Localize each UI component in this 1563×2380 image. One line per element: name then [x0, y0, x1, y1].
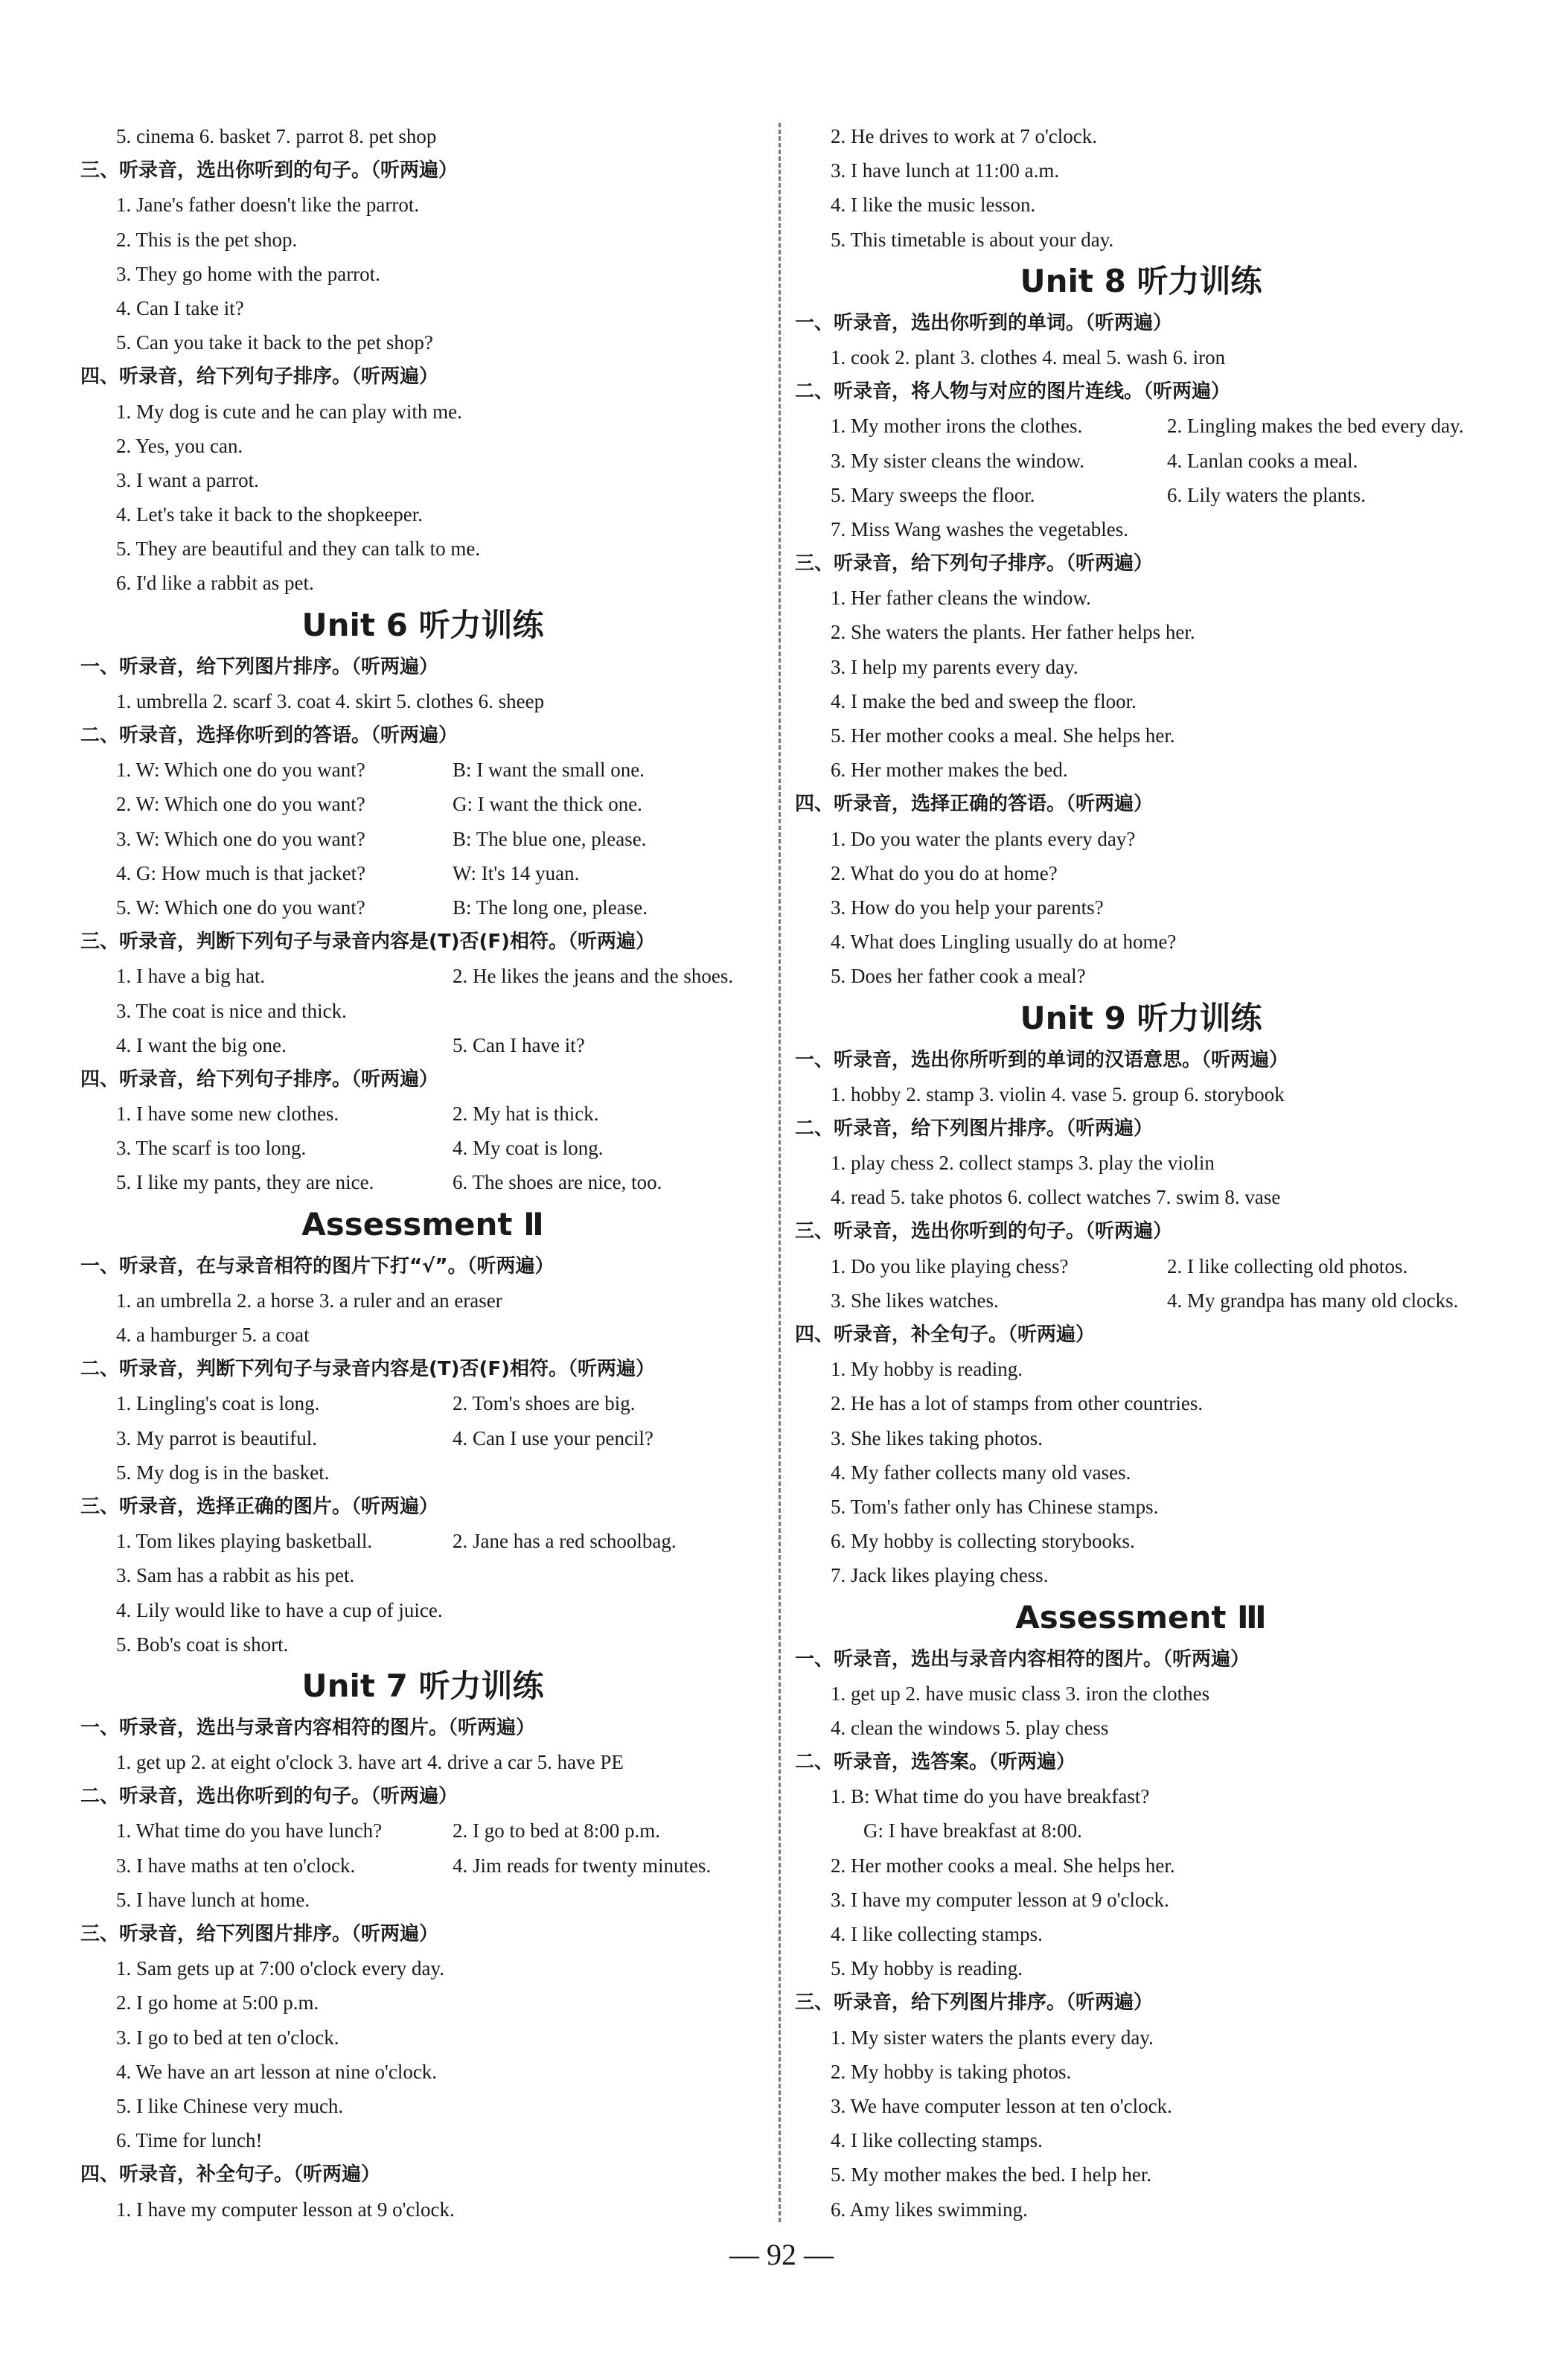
question-header: 三、听录音，选出你听到的句子。（听两遍）: [80, 159, 458, 182]
answer-text: 1. hobby 2. stamp 3. violin 4. vase 5. group 6. storybook: [831, 1082, 1285, 1106]
answer-text: 1. I have my computer lesson at 9 o'clock.: [116, 2198, 455, 2221]
answer-line: [795, 2192, 1487, 2227]
answer-line: [80, 1558, 765, 1592]
answer-line: [80, 291, 765, 325]
answer-line: [795, 1676, 1487, 1711]
answer-line: [80, 1593, 765, 1627]
answer-text: 5. Mary sweeps the floor.: [831, 483, 1035, 506]
answer-line: [80, 497, 765, 532]
answer-text: 1. umbrella 2. scarf 3. coat 4. skirt 5. clothes 6. sheep: [116, 689, 545, 712]
question-header: 二、听录音，选出你听到的句子。（听两遍）: [80, 1785, 458, 1808]
answer-text: 1. My hobby is reading.: [831, 1358, 1023, 1381]
answer-text: 1. My dog is cute and he can play with me.: [116, 400, 462, 423]
answer-text: 4. read 5. take photos 6. collect watches 7. swim 8. vase: [831, 1186, 1281, 1209]
answer-text: 5. They are beautiful and they can talk to me.: [116, 537, 481, 561]
answer-line: [80, 2089, 765, 2123]
answer-text: 2. He drives to work at 7 o'clock.: [831, 125, 1098, 147]
answer-line: [795, 581, 1487, 615]
answer-text: 1. play chess 2. collect stamps 3. play the violin: [831, 1152, 1215, 1175]
answer-text: 2. I go home at 5:00 p.m.: [116, 1991, 319, 2014]
answer-line: [80, 325, 765, 360]
answer-line: [795, 409, 1487, 443]
answer-text: 1. Her father cleans the window.: [831, 587, 1091, 610]
answer-text: 2. She waters the plants. Her father helps her.: [831, 621, 1195, 644]
answer-line: [795, 959, 1487, 993]
answer-text: 5. This timetable is about your day.: [831, 228, 1114, 251]
answer-text-second: 6. The shoes are nice, too.: [453, 1171, 662, 1194]
answer-line: [795, 1421, 1487, 1455]
answer-text: 3. She likes watches.: [831, 1289, 999, 1312]
right-column: [795, 119, 1487, 2227]
answer-line: [80, 2020, 765, 2055]
answer-text-second: B: The blue one, please.: [453, 827, 647, 850]
answer-text: 3. The coat is nice and thick.: [116, 999, 347, 1022]
answer-line: [795, 188, 1487, 222]
answer-text-second: 2. My hat is thick.: [453, 1103, 599, 1126]
answer-line: [795, 1951, 1487, 1985]
answer-text: 5. Tom's father only has Chinese stamps.: [831, 1495, 1159, 1518]
answer-text-second: 4. Lanlan cooks a meal.: [1167, 449, 1358, 472]
page-number: — 92 —: [729, 2238, 834, 2271]
answer-line: [795, 1490, 1487, 1524]
question-header: 一、听录音，选出你所听到的单词的汉语意思。（听两遍）: [795, 1048, 1289, 1071]
answer-line: [795, 890, 1487, 925]
answer-line: [795, 444, 1487, 478]
answer-text: 2. This is the pet shop.: [116, 228, 298, 251]
answer-line: [80, 463, 765, 497]
answer-text: 2. What do you do at home?: [831, 861, 1058, 884]
answer-line: [795, 718, 1487, 753]
answer-text: 6. Her mother makes the bed.: [831, 759, 1068, 782]
answer-text: 5. Bob's coat is short.: [116, 1633, 289, 1656]
answer-line: [80, 1283, 765, 1318]
answer-line: [795, 223, 1487, 257]
question-header: 四、听录音，补全句子。（听两遍）: [80, 2163, 381, 2186]
answer-text: 6. I'd like a rabbit as pet.: [116, 572, 314, 595]
answer-text: 5. I have lunch at home.: [116, 1888, 310, 1911]
answer-line: [80, 566, 765, 600]
answer-text-second: 4. My grandpa has many old clocks.: [1167, 1289, 1459, 1312]
answer-line: [80, 1131, 765, 1165]
answer-line: [795, 650, 1487, 684]
answer-line: [80, 2055, 765, 2089]
answer-text: 5. My hobby is reading.: [831, 1957, 1023, 1980]
answer-line: [795, 1249, 1487, 1283]
answer-line: [795, 615, 1487, 649]
answer-text: 5. Does her father cook a meal?: [831, 965, 1086, 988]
answer-text-second: 4. Jim reads for twenty minutes.: [453, 1854, 712, 1877]
answer-line: [795, 119, 1487, 153]
answer-line: [80, 994, 765, 1028]
answer-line: [795, 1352, 1487, 1386]
answer-text: 4. I like the music lesson.: [831, 194, 1036, 217]
question-header: 一、听录音，选出与录音内容相符的图片。（听两遍）: [795, 1647, 1250, 1671]
answer-text: 3. Sam has a rabbit as his pet.: [116, 1564, 355, 1587]
answer-text: 1. B: What time do you have breakfast?: [831, 1785, 1150, 1808]
question-header: 三、听录音，给下列句子排序。（听两遍）: [795, 552, 1154, 575]
answer-text: 5. Can you take it back to the pet shop?: [116, 331, 433, 354]
answer-line: [80, 684, 765, 718]
answer-line: [80, 2123, 765, 2157]
answer-text-second: W: It's 14 yuan.: [453, 861, 580, 884]
answer-line: [795, 1455, 1487, 1490]
question-header: 三、听录音，给下列图片排序。（听两遍）: [80, 1923, 439, 1945]
answer-line: [80, 1097, 765, 1131]
answer-line: [795, 1883, 1487, 1917]
answer-line: [795, 2020, 1487, 2055]
question-header: 一、听录音，给下列图片排序。（听两遍）: [80, 655, 439, 678]
answer-text-second: 2. I go to bed at 8:00 p.m.: [453, 1819, 660, 1843]
question-header: 四、听录音，选择正确的答语。（听两遍）: [795, 793, 1154, 816]
answer-text: 3. My parrot is beautiful.: [116, 1426, 317, 1449]
answer-line: [80, 787, 765, 821]
answer-line: [80, 2192, 765, 2227]
answer-text: 4. a hamburger 5. a coat: [116, 1324, 310, 1346]
answer-text: 5. cinema 6. basket 7. parrot 8. pet shop: [116, 125, 437, 147]
answer-line: [80, 1165, 765, 1199]
answer-text: 5. I like my pants, they are nice.: [116, 1171, 374, 1194]
answer-line: [80, 1318, 765, 1352]
section-title: Assessment Ⅲ: [1015, 1598, 1267, 1636]
answer-line: [795, 822, 1487, 856]
question-header: 一、听录音，选出与录音内容相符的图片。（听两遍）: [80, 1716, 536, 1739]
answer-text: 1. get up 2. have music class 3. iron the clothes: [831, 1682, 1210, 1705]
question-header: 二、听录音，给下列图片排序。（听两遍）: [795, 1117, 1154, 1140]
answer-line: [80, 1813, 765, 1848]
answer-line: [80, 395, 765, 429]
answer-text: 1. Do you like playing chess?: [831, 1254, 1069, 1277]
question-header: 三、听录音，选出你听到的句子。（听两遍）: [795, 1220, 1173, 1243]
answer-text: 1. Tom likes playing basketball.: [116, 1530, 373, 1553]
answer-text: 3. How do you help your parents?: [831, 896, 1104, 919]
question-header: 三、听录音，给下列图片排序。（听两遍）: [795, 1991, 1154, 2014]
answer-line: [795, 1779, 1487, 1813]
answer-line: [80, 890, 765, 925]
question-header: 一、听录音，选出你听到的单词。（听两遍）: [795, 311, 1173, 334]
answer-text: 3. I have maths at ten o'clock.: [116, 1854, 356, 1877]
answer-text: 6. Amy likes swimming.: [831, 2198, 1028, 2221]
answer-line: [795, 684, 1487, 718]
question-header: 四、听录音，给下列句子排序。（听两遍）: [80, 366, 439, 389]
answer-text: 1. W: Which one do you want?: [116, 759, 365, 782]
answer-line: [795, 1524, 1487, 1558]
answer-text: 1. I have some new clothes.: [116, 1103, 339, 1126]
section-title: Assessment Ⅱ: [301, 1205, 544, 1242]
answer-line: [795, 1558, 1487, 1592]
answer-text: 3. We have computer lesson at ten o'clock.: [831, 2094, 1172, 2117]
answer-line: [795, 153, 1487, 188]
answer-text: 1. My sister waters the plants every day.: [831, 2026, 1154, 2049]
answer-line: [80, 856, 765, 890]
section-title: Unit 7 听力训练: [301, 1667, 544, 1704]
answer-text-second: 2. Lingling makes the bed every day.: [1167, 415, 1464, 438]
answer-text-second: 4. Can I use your pencil?: [453, 1426, 653, 1449]
answer-text: 4. I make the bed and sweep the floor.: [831, 689, 1137, 712]
question-header: 二、听录音，判断下列句子与录音内容是(T)否(F)相符。（听两遍）: [80, 1358, 656, 1381]
answer-text: 3. I have my computer lesson at 9 o'clock.: [831, 1888, 1169, 1911]
answer-text: 5. W: Which one do you want?: [116, 896, 365, 919]
answer-line: [795, 1146, 1487, 1180]
answer-line: [795, 2123, 1487, 2157]
answer-line: [80, 822, 765, 856]
answer-line: [80, 1421, 765, 1455]
answer-line: [80, 753, 765, 787]
answer-line: [795, 340, 1487, 374]
question-header: 二、听录音，选择你听到的答语。（听两遍）: [80, 724, 458, 747]
answer-line: [80, 1386, 765, 1420]
section-title: Unit 6 听力训练: [301, 606, 544, 643]
answer-line: [795, 2055, 1487, 2089]
answer-text: 1. My mother irons the clothes.: [831, 415, 1083, 438]
answer-text: 4. I like collecting stamps.: [831, 2129, 1043, 2152]
section-title: Unit 9 听力训练: [1020, 999, 1262, 1036]
answer-line: [795, 1813, 1487, 1848]
answer-text: 4. My father collects many old vases.: [831, 1461, 1131, 1484]
column-divider: [779, 123, 781, 2222]
answer-text: 6. My hobby is collecting storybooks.: [831, 1530, 1135, 1553]
answer-text: 1. an umbrella 2. a horse 3. a ruler and an eraser: [116, 1289, 502, 1312]
answer-text: 4. We have an art lesson at nine o'clock.: [116, 2060, 438, 2083]
answer-text: G: I have breakfast at 8:00.: [863, 1819, 1082, 1843]
answer-line: [80, 257, 765, 291]
answer-line: [80, 188, 765, 222]
question-header: 四、听录音，给下列句子排序。（听两遍）: [80, 1068, 439, 1091]
answer-text-second: 2. I like collecting old photos.: [1167, 1254, 1408, 1277]
answer-line: [795, 1848, 1487, 1883]
answer-text: 3. I want a parrot.: [116, 468, 259, 491]
answer-line: [80, 223, 765, 257]
answer-text-second: B: The long one, please.: [453, 896, 648, 919]
question-header: 三、听录音，选择正确的图片。（听两遍）: [80, 1495, 439, 1518]
question-header: 二、听录音，将人物与对应的图片连线。（听两遍）: [795, 380, 1231, 403]
answer-text: 7. Miss Wang washes the vegetables.: [831, 517, 1129, 540]
answer-line: [80, 1627, 765, 1662]
question-header: 三、听录音，判断下列句子与录音内容是(T)否(F)相符。（听两遍）: [80, 931, 656, 954]
answer-text: 1. cook 2. plant 3. clothes 4. meal 5. wash 6. iron: [831, 345, 1226, 369]
answer-text-second: 2. Jane has a red schoolbag.: [453, 1530, 677, 1553]
answer-text: 3. I have lunch at 11:00 a.m.: [831, 159, 1060, 182]
answer-text: 4. Let's take it back to the shopkeeper.: [116, 503, 423, 526]
answer-line: [795, 2089, 1487, 2123]
answer-text: 1. Lingling's coat is long.: [116, 1392, 320, 1415]
answer-line: [795, 1180, 1487, 1214]
answer-text: 4. G: How much is that jacket?: [116, 861, 366, 884]
answer-line: [80, 1951, 765, 1985]
answer-line: [80, 429, 765, 463]
answer-line: [80, 1848, 765, 1883]
answer-text: 4. What does Lingling usually do at home?: [831, 931, 1177, 954]
answer-line: [795, 1711, 1487, 1745]
answer-text: 6. Time for lunch!: [116, 2129, 263, 2152]
answer-line: [80, 1524, 765, 1558]
left-column: [80, 119, 765, 2227]
answer-line: [80, 1883, 765, 1917]
question-header: 二、听录音，选答案。（听两遍）: [795, 1751, 1076, 1774]
answer-text-second: 5. Can I have it?: [453, 1033, 585, 1056]
answer-text: 3. I go to bed at ten o'clock.: [116, 2026, 339, 2049]
answer-line: [80, 1745, 765, 1779]
answer-text: 1. Sam gets up at 7:00 o'clock every day.: [116, 1957, 445, 1980]
answer-text: 5. My mother makes the bed. I help her.: [831, 2163, 1152, 2186]
answer-line: [80, 1455, 765, 1490]
answer-text: 2. My hobby is taking photos.: [831, 2060, 1072, 2083]
section-title: Unit 8 听力训练: [1020, 262, 1262, 299]
answer-text: 4. clean the windows 5. play chess: [831, 1716, 1109, 1739]
answer-line: [80, 119, 765, 153]
answer-text: 3. The scarf is too long.: [116, 1137, 307, 1160]
answer-line: [80, 959, 765, 993]
answer-text: 4. I like collecting stamps.: [831, 1923, 1043, 1945]
answer-text: 2. He has a lot of stamps from other countries.: [831, 1392, 1204, 1415]
answer-text: 1. Jane's father doesn't like the parrot.: [116, 194, 420, 217]
answer-line: [80, 1985, 765, 2020]
question-header: 一、听录音，在与录音相符的图片下打“√”。（听两遍）: [80, 1254, 554, 1277]
answer-text: 5. Her mother cooks a meal. She helps her.: [831, 724, 1175, 747]
answer-text: 1. I have a big hat.: [116, 965, 266, 988]
answer-text: 4. Can I take it?: [116, 296, 244, 319]
answer-text: 1. Do you water the plants every day?: [831, 827, 1136, 850]
answer-text: 4. Lily would like to have a cup of juice.: [116, 1598, 443, 1621]
answer-text: 3. My sister cleans the window.: [831, 449, 1084, 472]
answer-line: [80, 1028, 765, 1062]
answer-text: 2. Her mother cooks a meal. She helps her.: [831, 1854, 1175, 1877]
answer-line: [795, 1077, 1487, 1111]
answer-text: 1. get up 2. at eight o'clock 3. have art 4. drive a car 5. have PE: [116, 1751, 624, 1774]
answer-line: [795, 753, 1487, 787]
answer-line: [795, 512, 1487, 546]
answer-text: 3. She likes taking photos.: [831, 1426, 1043, 1449]
answer-text-second: 2. Tom's shoes are big.: [453, 1392, 636, 1415]
answer-text-second: 4. My coat is long.: [453, 1137, 604, 1160]
answer-text: 3. W: Which one do you want?: [116, 827, 365, 850]
answer-line: [795, 478, 1487, 512]
answer-line: [795, 1917, 1487, 1951]
answer-text: 7. Jack likes playing chess.: [831, 1564, 1049, 1587]
answer-text: 4. I want the big one.: [116, 1033, 287, 1056]
question-header: 四、听录音，补全句子。（听两遍）: [795, 1324, 1096, 1346]
answer-text-second: G: I want the thick one.: [453, 793, 642, 816]
answer-text: 5. I like Chinese very much.: [116, 2094, 344, 2117]
answer-text-second: 6. Lily waters the plants.: [1167, 483, 1366, 506]
answer-text: 5. My dog is in the basket.: [116, 1461, 330, 1484]
answer-line: [795, 1386, 1487, 1420]
answer-text: 1. What time do you have lunch?: [116, 1819, 383, 1843]
answer-line: [795, 2157, 1487, 2192]
answer-text: 3. I help my parents every day.: [831, 655, 1078, 678]
answer-line: [80, 532, 765, 566]
answer-text: 2. W: Which one do you want?: [116, 793, 365, 816]
answer-text: 2. Yes, you can.: [116, 434, 243, 457]
answer-line: [795, 856, 1487, 890]
answer-text-second: 2. He likes the jeans and the shoes.: [453, 965, 734, 988]
answer-text: 3. They go home with the parrot.: [116, 262, 380, 285]
answer-line: [795, 1283, 1487, 1318]
answer-text-second: B: I want the small one.: [453, 759, 645, 782]
answer-line: [795, 925, 1487, 959]
